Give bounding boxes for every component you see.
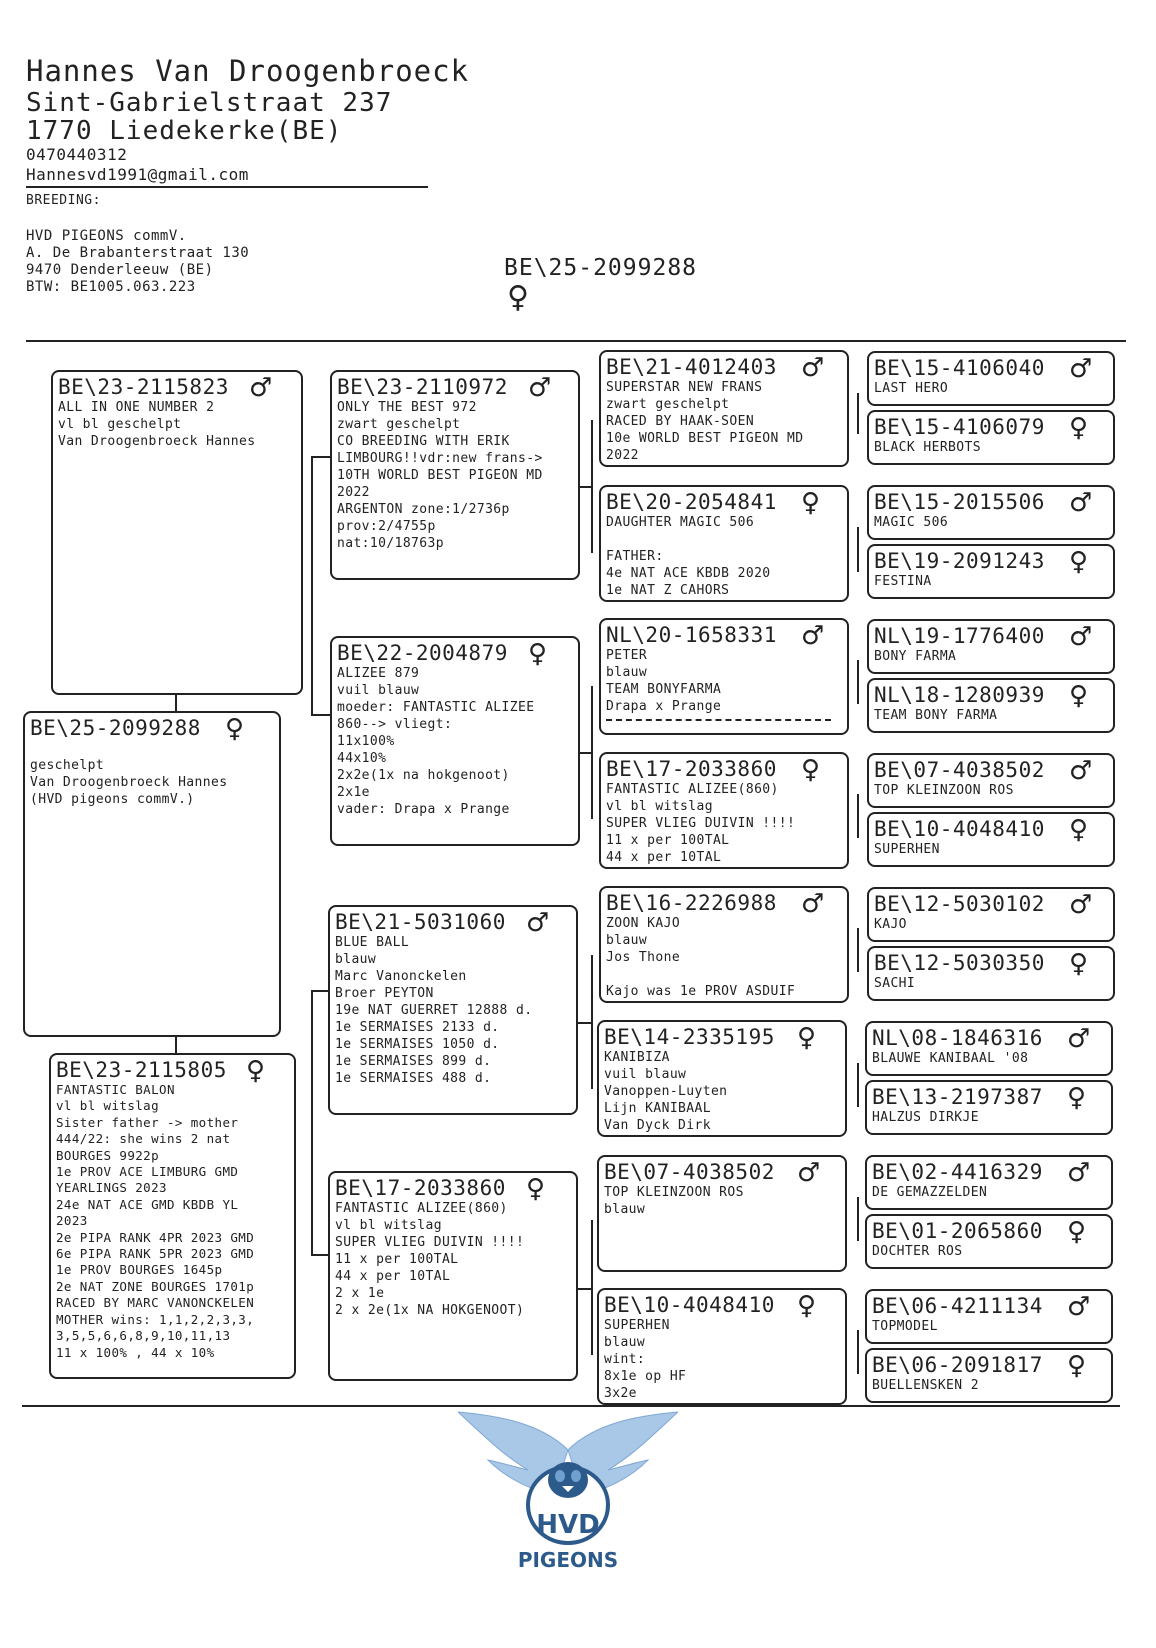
gen4-info: DOCHTER ROS — [872, 1244, 963, 1259]
breeding-label: BREEDING: — [26, 193, 101, 208]
connector — [857, 660, 859, 704]
gen4-info: BLAUWE KANIBAAL '08 — [872, 1051, 1029, 1066]
female-icon: ♀ — [1069, 949, 1089, 979]
owner-street: Sint-Gabrielstraat 237 — [26, 88, 393, 118]
gen4-info: TOPMODEL — [872, 1319, 938, 1334]
gen4-box[interactable] — [865, 1080, 1113, 1135]
gen4-ring: BE\10-4048410 — [874, 817, 1045, 841]
male-icon: ♂ — [1069, 488, 1093, 518]
gen4-info: BLACK HERBOTS — [874, 440, 981, 455]
gen2-ring: BE\22-2004879 — [337, 641, 508, 665]
gen4-info: FESTINA — [874, 574, 932, 589]
gen3-ring: BE\10-4048410 — [604, 1293, 775, 1317]
sire-box[interactable] — [51, 370, 303, 695]
header-underline — [26, 186, 428, 188]
gen4-box[interactable] — [867, 812, 1115, 867]
gen3-box[interactable] — [599, 886, 849, 1003]
gen3-ring: BE\07-4038502 — [604, 1160, 775, 1184]
gen4-box[interactable] — [867, 619, 1115, 674]
gen4-info: SACHI — [874, 976, 916, 991]
gen3-info: KANIBIZA vuil blauw Vanoppen-Luyten Lijn KANIBAAL Van Dyck Dirk — [604, 1050, 728, 1133]
male-icon: ♂ — [1069, 756, 1093, 786]
female-icon: ♀ — [797, 1291, 817, 1321]
connector — [311, 990, 313, 1256]
gen4-info: TEAM BONY FARMA — [874, 708, 998, 723]
connector — [311, 1254, 329, 1256]
male-icon: ♂ — [1067, 1158, 1091, 1188]
male-icon: ♂ — [797, 1158, 821, 1188]
owner-email: Hannesvd1991@gmail.com — [26, 165, 249, 184]
connector — [857, 928, 859, 972]
gen4-box[interactable] — [867, 753, 1115, 808]
female-icon: ♀ — [1067, 1217, 1087, 1247]
connector — [311, 714, 331, 716]
gen4-ring: BE\19-2091243 — [874, 549, 1045, 573]
gen3-box[interactable] — [599, 752, 849, 869]
gen3-info: TOP KLEINZOON ROS blauw — [604, 1185, 744, 1217]
male-icon: ♂ — [801, 353, 825, 383]
female-icon: ♀ — [1069, 681, 1089, 711]
connector — [857, 1063, 859, 1107]
connector — [857, 527, 859, 572]
breeding-line1: HVD PIGEONS commV. — [26, 228, 187, 244]
female-icon: ♀ — [1069, 815, 1089, 845]
male-icon: ♂ — [1069, 622, 1093, 652]
male-icon: ♂ — [1067, 1292, 1091, 1322]
gen4-ring: BE\12-5030350 — [874, 951, 1045, 975]
female-icon: ♀ — [1069, 413, 1089, 443]
subject-box[interactable] — [23, 711, 281, 1037]
dam-box[interactable] — [49, 1053, 296, 1379]
male-icon: ♂ — [528, 373, 552, 403]
gen4-info: DE GEMAZZELDEN — [872, 1185, 988, 1200]
male-icon: ♂ — [1069, 354, 1093, 384]
gen4-box[interactable] — [867, 410, 1115, 465]
connector — [311, 990, 329, 992]
connector — [857, 794, 859, 838]
logo-top-text: HVD — [536, 1510, 600, 1540]
header-ring: BE\25-2099288 — [504, 255, 698, 281]
gen3-info: SUPERHEN blauw wint: 8x1e op HF 3x2e — [604, 1318, 687, 1401]
bottom-divider — [22, 1405, 1120, 1407]
male-icon: ♂ — [1067, 1024, 1091, 1054]
divider — [606, 719, 831, 721]
female-icon: ♀ — [246, 1056, 266, 1086]
gen4-ring: BE\06-4211134 — [872, 1294, 1043, 1318]
breeding-line4: BTW: BE1005.063.223 — [26, 279, 196, 295]
gen4-ring: NL\08-1846316 — [872, 1026, 1043, 1050]
gen3-ring: BE\21-4012403 — [606, 355, 777, 379]
gen4-box[interactable] — [865, 1289, 1113, 1344]
female-icon: ♀ — [1067, 1351, 1087, 1381]
gen4-info: SUPERHEN — [874, 842, 940, 857]
gen4-box[interactable] — [867, 351, 1115, 406]
subject-ring: BE\25-2099288 — [30, 716, 201, 740]
owner-name: Hannes Van Droogenbroeck — [26, 54, 470, 88]
gen4-ring: BE\15-4106079 — [874, 415, 1045, 439]
gen4-box[interactable] — [867, 678, 1115, 733]
female-icon: ♀ — [528, 639, 548, 669]
logo-bottom-text: PIGEONS — [517, 1548, 619, 1572]
gen2-ring: BE\21-5031060 — [335, 910, 506, 934]
gen2-box[interactable] — [328, 905, 578, 1115]
hvd-pigeons-logo — [458, 1410, 678, 1585]
female-icon: ♀ — [526, 1174, 546, 1204]
gen3-info: PETER blauw TEAM BONYFARMA Drapa x Prange — [606, 648, 722, 714]
female-icon: ♀ — [1069, 547, 1089, 577]
gen4-ring: NL\19-1776400 — [874, 624, 1045, 648]
gen4-ring: BE\15-4106040 — [874, 356, 1045, 380]
gen2-ring: BE\17-2033860 — [335, 1176, 506, 1200]
breeding-line3: 9470 Denderleeuw (BE) — [26, 262, 214, 278]
gen4-ring: BE\12-5030102 — [874, 892, 1045, 916]
male-icon: ♂ — [801, 621, 825, 651]
gen4-info: MAGIC 506 — [874, 515, 949, 530]
male-icon: ♂ — [1069, 890, 1093, 920]
connector — [578, 486, 592, 488]
gen3-ring: BE\14-2335195 — [604, 1025, 775, 1049]
connector — [311, 456, 331, 458]
gen4-box[interactable] — [867, 485, 1115, 540]
male-icon: ♂ — [526, 908, 550, 938]
top-divider — [26, 340, 1126, 342]
sire-info: ALL IN ONE NUMBER 2 vl bl geschelpt Van Droogenbroeck Hannes — [58, 400, 256, 449]
gen3-info: FANTASTIC ALIZEE(860) vl bl witslag SUPER VLIEG DUIVIN !!!! 11 x per 100TAL 44 x per 10TAL — [606, 782, 796, 865]
gen4-box[interactable] — [867, 946, 1115, 1001]
gen4-box[interactable] — [865, 1348, 1113, 1403]
gen4-info: LAST HERO — [874, 381, 949, 396]
gen3-box[interactable] — [599, 350, 849, 467]
connector — [175, 695, 177, 711]
male-icon: ♂ — [249, 373, 273, 403]
male-icon: ♂ — [801, 889, 825, 919]
female-icon: ♀ — [225, 714, 245, 744]
gen4-info: BUELLENSKEN 2 — [872, 1378, 979, 1393]
breeding-line2: A. De Brabanterstraat 130 — [26, 245, 250, 261]
gen3-info: SUPERSTAR NEW FRANS zwart geschelpt RACED BY HAAK-SOEN 10e WORLD BEST PIGEON MD 2022 — [606, 380, 804, 463]
gen3-box[interactable] — [597, 1020, 847, 1137]
dam-ring: BE\23-2115805 — [56, 1058, 227, 1082]
gen3-box[interactable] — [597, 1288, 847, 1405]
gen3-box[interactable] — [597, 1155, 847, 1272]
gen3-ring: BE\16-2226988 — [606, 891, 777, 915]
gen3-box[interactable] — [599, 485, 849, 602]
gen4-box[interactable] — [865, 1155, 1113, 1210]
gen4-ring: BE\13-2197387 — [872, 1085, 1043, 1109]
female-icon: ♀ — [801, 755, 821, 785]
gen3-info: DAUGHTER MAGIC 506 FATHER: 4e NAT ACE KBDB 2020 1e NAT Z CAHORS — [606, 515, 771, 598]
connector — [311, 456, 313, 716]
gen3-ring: BE\20-2054841 — [606, 490, 777, 514]
gen4-box[interactable] — [865, 1214, 1113, 1269]
female-icon: ♀ — [797, 1023, 817, 1053]
gen2-box[interactable] — [330, 370, 580, 580]
gen4-ring: NL\18-1280939 — [874, 683, 1045, 707]
connector — [578, 752, 592, 754]
female-icon: ♀ — [1067, 1083, 1087, 1113]
gen4-ring: BE\07-4038502 — [874, 758, 1045, 782]
subject-info: geschelpt Van Droogenbroeck Hannes (HVD pigeons commV.) — [30, 758, 228, 807]
gen3-box[interactable] — [599, 618, 849, 735]
sire-ring: BE\23-2115823 — [58, 375, 229, 399]
gen2-ring: BE\23-2110972 — [337, 375, 508, 399]
gen4-ring: BE\01-2065860 — [872, 1219, 1043, 1243]
connector — [175, 1037, 177, 1053]
connector — [577, 1022, 592, 1024]
gen2-info: ALIZEE 879 vuil blauw moeder: FANTASTIC ALIZEE 860--> vliegt: 11x100% 44x10% 2x2e(1x na hokgenoot) 2x1e vader: Drapa x Prange — [337, 666, 535, 817]
gen4-info: TOP KLEINZOON ROS — [874, 783, 1014, 798]
gen4-ring: BE\06-2091817 — [872, 1353, 1043, 1377]
gen4-ring: BE\15-2015506 — [874, 490, 1045, 514]
gen4-info: HALZUS DIRKJE — [872, 1110, 979, 1125]
gen3-info: ZOON KAJO blauw Jos Thone Kajo was 1e PROV ASDUIF — [606, 916, 796, 999]
owner-city: 1770 Liedekerke(BE) — [26, 116, 343, 146]
gen4-info: KAJO — [874, 917, 907, 932]
gen3-ring: BE\17-2033860 — [606, 757, 777, 781]
connector — [857, 393, 859, 434]
gen4-box[interactable] — [867, 544, 1115, 599]
owner-phone: 0470440312 — [26, 145, 128, 164]
dam-info: FANTASTIC BALON vl bl witslag Sister father -> mother 444/22: she wins 2 nat BOURGES 9922p 1e PROV ACE LIMBURG GMD YEARLINGS 2023 24e NAT ACE GMD KBDB YL 2023 2e PIPA RANK 4PR 2023 GMD 6e PIPA RANK 5PR 2023 GMD 1e PROV BOURGES 1645p 2e NAT ZONE BOURGES 1701p RACED BY MARC VANONCKELEN MOTHER wins: 1,1,2,2,3,3, 3,5,5,6,6,8,9,10,11,13 11 x 100% , 44 x 10% — [56, 1082, 255, 1360]
gen3-ring: NL\20-1658331 — [606, 623, 777, 647]
female-icon: ♀ — [507, 280, 529, 315]
gen4-box[interactable] — [867, 887, 1115, 942]
gen4-box[interactable] — [865, 1021, 1113, 1076]
gen2-box[interactable] — [330, 636, 580, 846]
connector — [857, 1330, 859, 1374]
gen4-info: BONY FARMA — [874, 649, 957, 664]
gen2-info: BLUE BALL blauw Marc Vanonckelen Broer PEYTON 19e NAT GUERRET 12888 d. 1e SERMAISES 2133 d. 1e SERMAISES 1050 d. 1e SERMAISES 899 d. 1e SERMAISES 488 d. — [335, 935, 533, 1086]
gen2-info: FANTASTIC ALIZEE(860) vl bl witslag SUPER VLIEG DUIVIN !!!! 11 x per 100TAL 44 x per 10TAL 2 x 1e 2 x 2e(1x NA HOKGENOOT) — [335, 1201, 525, 1318]
female-icon: ♀ — [801, 488, 821, 518]
connector — [857, 1197, 859, 1241]
gen4-ring: BE\02-4416329 — [872, 1160, 1043, 1184]
gen2-box[interactable] — [328, 1171, 578, 1381]
connector — [577, 1288, 592, 1290]
gen2-info: ONLY THE BEST 972 zwart geschelpt CO BREEDING WITH ERIK LIMBOURG!!vdr:new frans-> 10TH WORLD BEST PIGEON MD 2022 ARGENTON zone:1/2736p prov:2/4755p nat:10/18763p — [337, 400, 543, 551]
